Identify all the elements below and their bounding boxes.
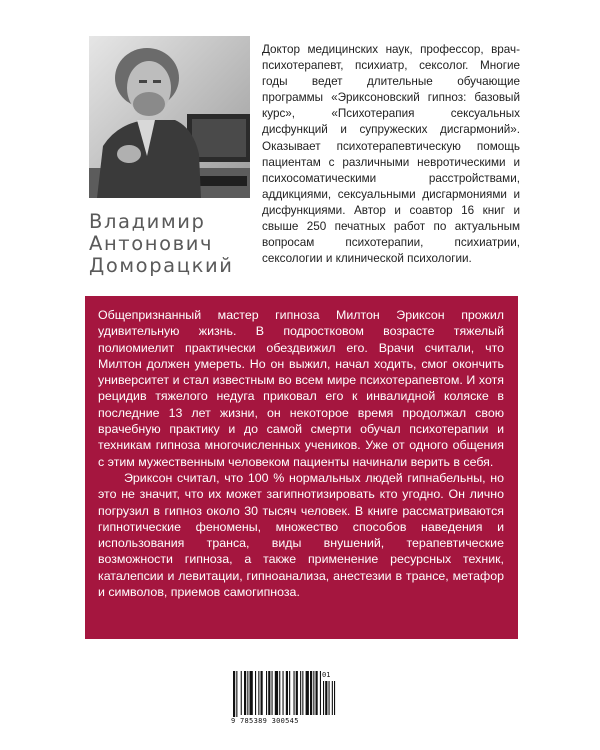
barcode-bar xyxy=(316,671,318,715)
barcode-bar xyxy=(255,671,256,715)
author-bio: Доктор медицинских наук, профессор, врач-психотерапевт, психиатр, сексолог. Многие годы ведет длительные обучающие программы «Эриксоновский гипноз: базовый курс», «Психотерапия сексуальных дисфункций и супружеских дисгармоний». Оказывает психотерапевтическую помощь пациентам с различными невротическими и психосоматическими расстройствами, аддикциями, сексуальными дисгармониями и дисфункциями. Автор и соавтор 16 книг и свыше 250 печатных работ по актуальным вопросам психотерапии, психиатрии, сексологии и клинической психологии. xyxy=(262,43,520,266)
barcode-bar xyxy=(244,671,246,715)
barcode-bar xyxy=(286,671,288,715)
barcode-bar xyxy=(279,671,280,715)
annotation-paragraph-1: Общепризнанный мастер гипноза Милтон Эриксон прожил удивительную жизнь. В подростковом возрасте тяжелый полиомиелит практически обездвижил его. Врачи считали, что Милтон должен умереть. Но он выжил, начал ходить, смог окончить университет и стал известным во всем мире психотерапевтом. И хотя рецидив тяжелого недуга приковал его к инвалидной коляске в последние 13 лет жизни, он некоторое время продолжал свою врачебную практику и до самой смерти обучал психотерапии и техникам гипноза многочисленных учеников. Уже от одного общения с этим мужественным человеком пациенты начинали верить в себя. xyxy=(98,308,504,469)
barcode-bar xyxy=(313,671,314,715)
barcode-bar xyxy=(289,671,290,715)
barcode-bar xyxy=(268,671,270,715)
barcode-bar xyxy=(294,671,295,715)
annotation-text xyxy=(98,307,504,600)
barcode-bar xyxy=(310,671,312,715)
barcode-addon-bar xyxy=(332,681,333,715)
barcode-addon-digits: 01 xyxy=(322,671,331,679)
barcode-digits: 9 785389 300545 xyxy=(231,717,299,725)
barcode-bar xyxy=(283,671,284,715)
barcode-bar xyxy=(258,671,259,715)
annotation-paragraph-2: Эриксон считал, что 100 % нормальных людей гипнабельны, но это не значит, что их может загипнотизировать кто угодно. Он лично погрузил в гипноз около 30 тысяч человек. В книге рассматриваются гипнотические феномены, множество способов наведения и использования транса, виды внушений, терапевтические возможности гипноза, а также применение ресурсных техник, каталепсии и левитации, гипноанализа, анестезии в трансе, метафор и символов, приемов самогипноза. xyxy=(98,470,504,600)
barcode-bar xyxy=(266,671,267,715)
barcode-bar xyxy=(233,671,235,717)
author-first-name: Владимир xyxy=(89,210,206,233)
author-name xyxy=(89,211,259,277)
barcode-bar xyxy=(272,671,273,715)
barcode-addon-bar xyxy=(329,681,330,715)
author-photo xyxy=(89,36,250,198)
barcode-bar xyxy=(250,671,253,715)
barcode-bar xyxy=(300,671,301,715)
barcode-bar xyxy=(241,671,242,715)
barcode-bar xyxy=(261,671,263,715)
author-last-name: Доморацкий xyxy=(89,254,234,277)
barcode-addon-bar xyxy=(325,681,327,715)
barcode-bar xyxy=(296,671,298,715)
barcode-addon-bar xyxy=(323,681,324,715)
author-portrait-illustration xyxy=(89,36,250,198)
barcode-bar xyxy=(302,671,303,715)
barcode-bar xyxy=(236,671,237,717)
barcode-bar xyxy=(320,671,321,715)
barcode-addon-bar xyxy=(334,681,335,715)
author-patronymic: Антонович xyxy=(89,232,214,255)
barcode-bar xyxy=(247,671,248,715)
barcode-bar xyxy=(275,671,278,715)
barcode-bar xyxy=(306,671,309,715)
